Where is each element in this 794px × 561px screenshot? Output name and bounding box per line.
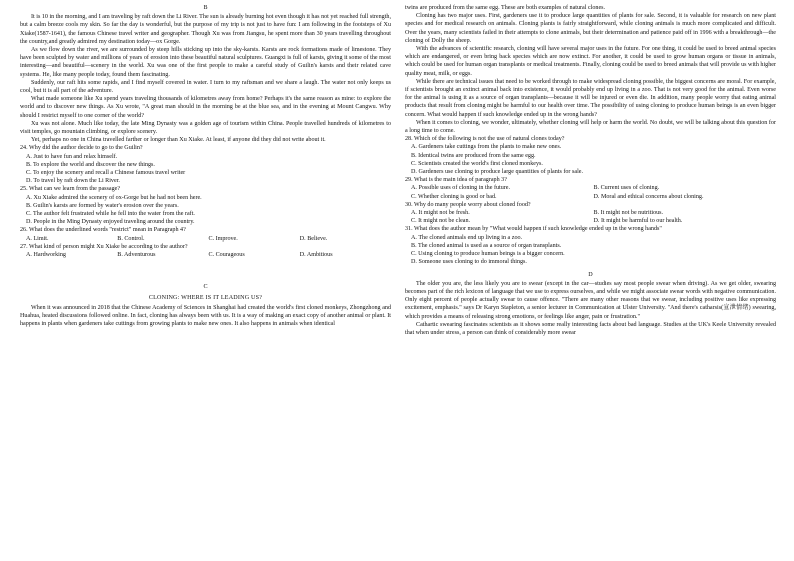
question-24-option-a: A. Just to have fun and relax himself. xyxy=(26,153,118,160)
question-27-option-a: A. Hardworking xyxy=(26,252,66,259)
question-30-option-b: B. It might not be nutritious. xyxy=(593,210,664,217)
question-27: 27. What kind of person might Xu Xiake be according to the author? xyxy=(20,243,188,250)
passage-b-paragraph: Suddenly, our raft hits some rapids, and I find myself covered in water. I turn to my raftsman and we share a laugh. The water not only keeps us cool, but it is all part of the adventure. xyxy=(20,79,391,95)
question-30-option-a: A. It might not be fresh. xyxy=(411,210,470,217)
passage-d-paragraph: The older you are, the less likely you are to swear (except in the car—studies say most people swear when driving). As we get older, swearing becomes part of the rich lexicon of language that we use to express ourselves, and while we might associate swear words with negative communication. Only eight percent of people actually swear to cause offence. "There are many other reasons that we swear, including positive uses like expressing excitement, emphasis." says Dr Karyn Stapleton, a senior lecturer in Communication at Ulster University. "And there's catharsis(宣泄情绪) swearing, which provides a means of releasing strong emotions, or feelings like anger, pain or frustration." xyxy=(405,280,776,320)
question-28-option-a: A. Gardeners take cuttings from the plants to make new ones. xyxy=(411,144,562,151)
passage-b-paragraph: It is 10 in the morning, and I am traveling by raft down the Li River. The sun is already burning hot even though it has not yet reached full strength, but a calm breeze cools my skin. So far the day is wonderful, but the purpose of my trip is not just to have fun: I am following in the footsteps of Xu Xiake(1587-1641), the famous Chinese travel writer and geographer. Though Xu was from Jiangsu, he spent more than 30 years travelling throughout the country,and greatly admired my destination today—ox Gorge. xyxy=(20,14,391,45)
question-29: 29. What is the main idea of paragraph 3? xyxy=(405,177,507,184)
question-26-option-a: A. Limit. xyxy=(26,235,49,242)
question-26-option-d: D. Believe. xyxy=(299,235,328,242)
question-25-option-b: B. Guilin's karsts are formed by water's erosion over the years. xyxy=(26,202,179,209)
question-29-options-row2 xyxy=(411,193,776,201)
question-27-options xyxy=(26,251,391,259)
question-29-options-row1 xyxy=(411,184,776,192)
question-28-option-d: D. Gardeners use cloning to produce large quantities of plants for sale. xyxy=(411,169,583,176)
question-26-option-b: B. Control. xyxy=(117,235,145,242)
question-31: 31. What does the author mean by "What would happen if such knowledge ended up in the wrong hands" xyxy=(405,226,662,233)
section-c-heading: C xyxy=(203,284,208,291)
question-24-option-b: B. To explore the world and discover the new things. xyxy=(26,161,155,168)
question-29-option-a: A. Possible uses of cloning in the future. xyxy=(411,185,511,192)
question-25-option-a: A. Xu Xiake admired the scenery of ox-Gorge but he had not been here. xyxy=(26,194,202,201)
section-d-heading: D xyxy=(588,271,593,278)
question-28-option-b: B. Identical twins are produced from the same egg. xyxy=(411,152,536,159)
question-31-option-b: B. The cloned animal is used as a source of organ transplants. xyxy=(411,242,562,249)
passage-b-paragraph: Xu was not alone. Much like today, the late Ming Dynasty was a golden age of tourism within China. People travelled hundreds of kilometres to visit temples, go mountain climbing, or explore scenery. xyxy=(20,120,391,136)
question-28-option-c: C. Scientists created the world's first cloned monkeys. xyxy=(411,160,543,167)
section-c-title: CLONING: WHERE IS IT LEADING US? xyxy=(148,294,263,301)
question-25-option-c: C. The author felt frustrated while he fell into the water from the raft. xyxy=(26,211,195,218)
passage-b-paragraph: As we flow down the river, we are surrounded by steep hills sticking up into the sky-karsts. Karsts are rock formations made of limestone. They have been sculpted by water and millions of years of erosion into these beautiful natural sculptures. Guangxi is full of karsts, giving it some of the most interesting—and beautiful—scenery in the world. Xu was one of the first people to make a careful study of Guilin's karsts and their related cave systems. He, like many people today, found them fascinating. xyxy=(20,47,391,78)
question-30-option-c: C. It might not be clean. xyxy=(411,218,471,225)
question-25: 25. What can we learn from the passage? xyxy=(20,186,121,193)
question-24: 24. Why did the author decide to go to the Guilin? xyxy=(20,145,143,152)
right-column xyxy=(405,4,776,337)
left-column xyxy=(20,4,391,328)
question-27-option-d: D. Ambitious xyxy=(299,252,333,259)
passage-c-paragraph: When it was announced in 2018 that the Chinese Academy of Sciences in Shanghai had created the world's first cloned monkeys, Zhongzhong and Huahua, heated discussions followed online. In fact, cloning has always been with us. It is a way of making an exact copy of another animal or plant. It happens in plants when gardeners take cuttings from growing plants to make new ones. It also happens in animals when identical xyxy=(20,304,391,328)
question-31-option-c: C. Using cloning to produce human beings is a bigger concern. xyxy=(411,251,565,258)
question-31-option-a: A. The cloned animals end up living in a zoo. xyxy=(411,234,523,241)
passage-d-paragraph: Cathartic swearing fascinates scientists as it shows some really interesting facts about bad language. Studies at the UK's Keele University revealed that when under stress, a person can think of considerably more swear xyxy=(405,321,776,336)
passage-c-paragraph: When it comes to cloning, we wonder, ultimately, whether cloning will help or harm the world. No doubt, we will be talking about this question for a long time to come. xyxy=(405,119,776,135)
question-29-option-d: D. Moral and ethical concerns about cloning. xyxy=(593,193,704,200)
question-30-option-d: D. It might be harmful to our health. xyxy=(593,218,683,225)
passage-c-paragraph: While there are technical issues that need to be worked through to make widespread cloning possible, the biggest concerns are moral. For example, if scientists brought an extinct animal back into existence, it would probably end up living in a zoo. That is not very good for the animal. Even worse for the animal is using it as a source of organ transplants—because it will be injured or even die. In addition, many people worry that eating animal products that result from cloning might be harmful to our health over time. The possibility of using cloning to produce human beings is an even bigger concern. What would happen if such knowledge ended up in the wrong hands? xyxy=(405,78,776,118)
question-29-option-c: C. Whether cloning is good or bad. xyxy=(411,193,497,200)
question-28: 28. Which of the following is not the use of natural clones today? xyxy=(405,136,565,143)
question-26: 26. What does the underlined words "restrict" mean in Paragraph 4? xyxy=(20,227,186,234)
section-b-heading: B xyxy=(203,5,208,11)
question-25-option-d: D. People in the Ming Dynasty enjoyed traveling around the country. xyxy=(26,219,195,226)
passage-c-paragraph: With the advances of scientific research, cloning will have several major uses in the future. For one thing, it could be used to breed animal species which are endangered, or even bring back species which are now extinct. For another, it could be used to grow human organs or tissue in animals, which could be used for human organ transplants or medical treatments. Finally, cloning could be used to breed animals that will provide us with higher quality meat, milk, or eggs. xyxy=(405,46,776,77)
question-30-options-row2 xyxy=(411,217,776,225)
question-27-option-b: B. Adventurous xyxy=(117,252,156,259)
passage-b-paragraph: What made someone like Xu spend years traveling thousands of kilometres away from home? Perhaps it's the same reason as mine: to explore the world and to discover new things. As Xu wrote, "A great man should in the morning be at the blue sea, and in the evening at Mount Cangwu. Why should I restrict myself to one corner of the world? xyxy=(20,96,391,119)
question-29-option-b: B. Current uses of cloning. xyxy=(593,185,660,192)
question-30: 30. Why do many people worry about cloned food? xyxy=(405,201,531,208)
question-30-options-row1 xyxy=(411,209,776,217)
passage-b-paragraph: Yet, perhaps no one in China travelled farther or longer than Xu Xiake. At least, if anyone did they did not write about it. xyxy=(31,137,326,144)
question-31-option-d: D. Someone uses cloning to do immoral things. xyxy=(411,259,527,266)
spacer xyxy=(20,259,391,283)
question-24-option-c: C. To enjoy the scenery and recall a Chinese famous travel writer xyxy=(26,170,186,177)
passage-c-continued: twins are produced from the same egg. These are both examples of natural clones. xyxy=(405,5,606,11)
passage-c-paragraph: Cloning has two major uses. First, gardeners use it to produce large quantities of plants for sale. Second, it is valuable for research on new plant species and for medical research on animals. Cloning plants is fairly straightforward, while cloning animals is much more complicated and difficult. Over the years, many scientists failed in their attempts to clone animals, but their determination and patience paid off in 1996 with a breakthrough—the cloning of Dolly the sheep. xyxy=(405,13,776,44)
question-24-option-d: D. To travel by raft down the Li River. xyxy=(26,178,120,185)
question-27-option-c: C. Courageous xyxy=(208,252,245,259)
question-26-options xyxy=(26,235,391,243)
question-26-option-c: C. Improve. xyxy=(208,235,238,242)
